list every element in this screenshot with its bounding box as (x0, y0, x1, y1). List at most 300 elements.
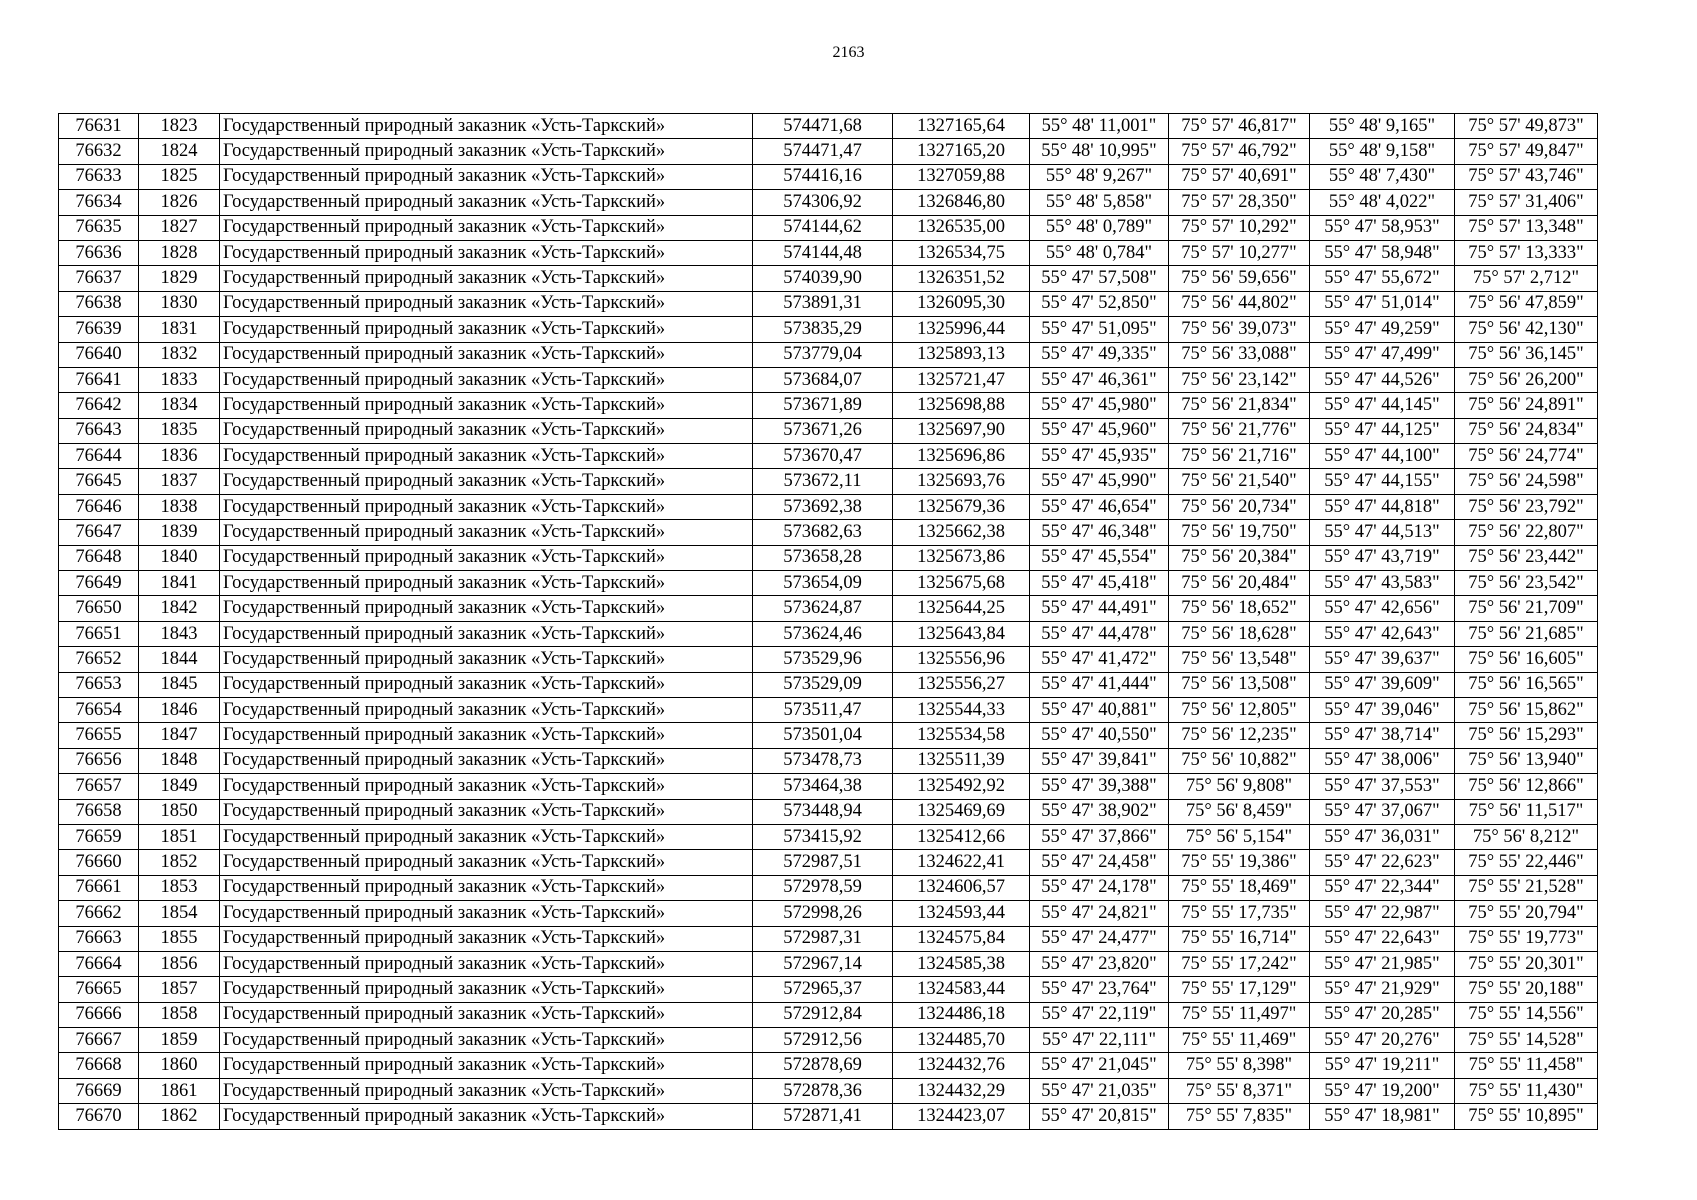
territory-name-cell: Государственный природный заказник «Усть-Таркский» (220, 748, 753, 773)
table-row (59, 621, 1598, 646)
latitude-2-cell: 55° 47' 58,953" (1310, 215, 1455, 240)
coordinate-x-cell: 572998,26 (753, 901, 893, 926)
longitude-1-cell: 75° 56' 39,073" (1169, 317, 1310, 342)
latitude-2-cell: 55° 47' 44,125" (1310, 418, 1455, 443)
latitude-1-cell: 55° 47' 46,361" (1030, 367, 1169, 392)
coordinate-y-cell: 1324432,29 (893, 1078, 1030, 1103)
point-number-cell: 1861 (139, 1078, 220, 1103)
territory-name-cell: Государственный природный заказник «Усть-Таркский» (220, 926, 753, 951)
latitude-1-cell: 55° 47' 45,554" (1030, 545, 1169, 570)
coordinate-y-cell: 1325544,33 (893, 697, 1030, 722)
latitude-2-cell: 55° 47' 18,981" (1310, 1104, 1455, 1129)
longitude-2-cell: 75° 55' 19,773" (1455, 926, 1598, 951)
coordinate-y-cell: 1324575,84 (893, 926, 1030, 951)
point-number-cell: 1845 (139, 672, 220, 697)
longitude-2-cell: 75° 55' 21,528" (1455, 875, 1598, 900)
coordinate-x-cell: 573464,38 (753, 774, 893, 799)
table-row (59, 748, 1598, 773)
longitude-2-cell: 75° 57' 13,333" (1455, 240, 1598, 265)
latitude-1-cell: 55° 47' 22,119" (1030, 1002, 1169, 1027)
table-row (59, 977, 1598, 1002)
point-number-cell: 1836 (139, 444, 220, 469)
point-number-cell: 1831 (139, 317, 220, 342)
table-row (59, 901, 1598, 926)
territory-name-cell: Государственный природный заказник «Усть-Таркский» (220, 977, 753, 1002)
row-number-cell: 76668 (59, 1053, 139, 1078)
latitude-2-cell: 55° 47' 22,987" (1310, 901, 1455, 926)
latitude-1-cell: 55° 47' 23,764" (1030, 977, 1169, 1002)
territory-name-cell: Государственный природный заказник «Усть-Таркский» (220, 520, 753, 545)
point-number-cell: 1841 (139, 571, 220, 596)
point-number-cell: 1844 (139, 647, 220, 672)
latitude-2-cell: 55° 47' 44,145" (1310, 393, 1455, 418)
coordinate-y-cell: 1326534,75 (893, 240, 1030, 265)
latitude-1-cell: 55° 47' 45,935" (1030, 444, 1169, 469)
territory-name-cell: Государственный природный заказник «Усть-Таркский» (220, 1053, 753, 1078)
longitude-1-cell: 75° 56' 20,734" (1169, 494, 1310, 519)
row-number-cell: 76646 (59, 494, 139, 519)
latitude-2-cell: 55° 47' 51,014" (1310, 291, 1455, 316)
territory-name-cell: Государственный природный заказник «Усть-Таркский» (220, 697, 753, 722)
coordinate-y-cell: 1325673,86 (893, 545, 1030, 570)
table-row (59, 951, 1598, 976)
longitude-2-cell: 75° 57' 43,746" (1455, 164, 1598, 189)
longitude-2-cell: 75° 57' 31,406" (1455, 190, 1598, 215)
row-number-cell: 76652 (59, 647, 139, 672)
table-row (59, 520, 1598, 545)
table-row (59, 494, 1598, 519)
latitude-2-cell: 55° 47' 36,031" (1310, 824, 1455, 849)
longitude-2-cell: 75° 57' 13,348" (1455, 215, 1598, 240)
longitude-1-cell: 75° 56' 9,808" (1169, 774, 1310, 799)
point-number-cell: 1843 (139, 621, 220, 646)
latitude-1-cell: 55° 48' 0,784" (1030, 240, 1169, 265)
latitude-2-cell: 55° 48' 9,165" (1310, 114, 1455, 139)
table-row (59, 850, 1598, 875)
point-number-cell: 1824 (139, 139, 220, 164)
row-number-cell: 76651 (59, 621, 139, 646)
latitude-2-cell: 55° 47' 42,656" (1310, 596, 1455, 621)
longitude-2-cell: 75° 57' 49,847" (1455, 139, 1598, 164)
longitude-1-cell: 75° 56' 21,540" (1169, 469, 1310, 494)
coordinate-y-cell: 1326095,30 (893, 291, 1030, 316)
longitude-1-cell: 75° 56' 5,154" (1169, 824, 1310, 849)
territory-name-cell: Государственный природный заказник «Усть-Таркский» (220, 291, 753, 316)
longitude-2-cell: 75° 56' 13,940" (1455, 748, 1598, 773)
point-number-cell: 1857 (139, 977, 220, 1002)
coordinate-y-cell: 1325556,96 (893, 647, 1030, 672)
point-number-cell: 1856 (139, 951, 220, 976)
table-row (59, 444, 1598, 469)
row-number-cell: 76634 (59, 190, 139, 215)
point-number-cell: 1832 (139, 342, 220, 367)
territory-name-cell: Государственный природный заказник «Усть-Таркский» (220, 672, 753, 697)
latitude-1-cell: 55° 47' 24,821" (1030, 901, 1169, 926)
table-row (59, 266, 1598, 291)
territory-name-cell: Государственный природный заказник «Усть-Таркский» (220, 723, 753, 748)
point-number-cell: 1835 (139, 418, 220, 443)
longitude-2-cell: 75° 56' 21,709" (1455, 596, 1598, 621)
row-number-cell: 76647 (59, 520, 139, 545)
table-row (59, 367, 1598, 392)
point-number-cell: 1833 (139, 367, 220, 392)
row-number-cell: 76638 (59, 291, 139, 316)
longitude-2-cell: 75° 55' 14,528" (1455, 1028, 1598, 1053)
coordinate-y-cell: 1326351,52 (893, 266, 1030, 291)
coordinate-y-cell: 1325662,38 (893, 520, 1030, 545)
row-number-cell: 76658 (59, 799, 139, 824)
longitude-1-cell: 75° 55' 11,469" (1169, 1028, 1310, 1053)
table-row (59, 1053, 1598, 1078)
longitude-2-cell: 75° 55' 20,794" (1455, 901, 1598, 926)
latitude-2-cell: 55° 47' 39,637" (1310, 647, 1455, 672)
latitude-1-cell: 55° 47' 37,866" (1030, 824, 1169, 849)
row-number-cell: 76633 (59, 164, 139, 189)
longitude-2-cell: 75° 56' 42,130" (1455, 317, 1598, 342)
coordinate-x-cell: 574144,62 (753, 215, 893, 240)
coordinate-x-cell: 572967,14 (753, 951, 893, 976)
coordinate-y-cell: 1325679,36 (893, 494, 1030, 519)
latitude-1-cell: 55° 47' 46,348" (1030, 520, 1169, 545)
territory-name-cell: Государственный природный заказник «Усть-Таркский» (220, 545, 753, 570)
coordinate-y-cell: 1324622,41 (893, 850, 1030, 875)
longitude-1-cell: 75° 56' 18,652" (1169, 596, 1310, 621)
longitude-1-cell: 75° 56' 21,776" (1169, 418, 1310, 443)
latitude-2-cell: 55° 48' 4,022" (1310, 190, 1455, 215)
latitude-2-cell: 55° 47' 38,714" (1310, 723, 1455, 748)
point-number-cell: 1839 (139, 520, 220, 545)
table-row (59, 1002, 1598, 1027)
latitude-2-cell: 55° 47' 55,672" (1310, 266, 1455, 291)
latitude-2-cell: 55° 47' 58,948" (1310, 240, 1455, 265)
longitude-2-cell: 75° 55' 11,458" (1455, 1053, 1598, 1078)
coordinate-x-cell: 572965,37 (753, 977, 893, 1002)
table-row (59, 317, 1598, 342)
coordinate-x-cell: 573692,38 (753, 494, 893, 519)
territory-name-cell: Государственный природный заказник «Усть-Таркский» (220, 317, 753, 342)
latitude-1-cell: 55° 47' 52,850" (1030, 291, 1169, 316)
point-number-cell: 1853 (139, 875, 220, 900)
longitude-2-cell: 75° 56' 16,605" (1455, 647, 1598, 672)
latitude-2-cell: 55° 47' 21,929" (1310, 977, 1455, 1002)
longitude-1-cell: 75° 55' 17,242" (1169, 951, 1310, 976)
longitude-1-cell: 75° 55' 8,371" (1169, 1078, 1310, 1103)
coordinate-x-cell: 573654,09 (753, 571, 893, 596)
latitude-2-cell: 55° 47' 20,276" (1310, 1028, 1455, 1053)
table-row (59, 672, 1598, 697)
longitude-2-cell: 75° 56' 47,859" (1455, 291, 1598, 316)
coordinate-y-cell: 1324583,44 (893, 977, 1030, 1002)
table-row (59, 545, 1598, 570)
coordinate-y-cell: 1324593,44 (893, 901, 1030, 926)
latitude-2-cell: 55° 47' 22,623" (1310, 850, 1455, 875)
territory-name-cell: Государственный природный заказник «Усть-Таркский» (220, 901, 753, 926)
territory-name-cell: Государственный природный заказник «Усть-Таркский» (220, 164, 753, 189)
table-row (59, 190, 1598, 215)
longitude-2-cell: 75° 56' 11,517" (1455, 799, 1598, 824)
coordinate-x-cell: 574416,16 (753, 164, 893, 189)
table-row (59, 875, 1598, 900)
point-number-cell: 1846 (139, 697, 220, 722)
latitude-2-cell: 55° 47' 42,643" (1310, 621, 1455, 646)
longitude-1-cell: 75° 56' 12,805" (1169, 697, 1310, 722)
latitude-2-cell: 55° 47' 19,211" (1310, 1053, 1455, 1078)
table-row (59, 240, 1598, 265)
latitude-2-cell: 55° 47' 37,067" (1310, 799, 1455, 824)
row-number-cell: 76657 (59, 774, 139, 799)
coordinate-x-cell: 573891,31 (753, 291, 893, 316)
table-row (59, 697, 1598, 722)
coordinate-y-cell: 1324606,57 (893, 875, 1030, 900)
row-number-cell: 76664 (59, 951, 139, 976)
point-number-cell: 1859 (139, 1028, 220, 1053)
coordinate-y-cell: 1326846,80 (893, 190, 1030, 215)
territory-name-cell: Государственный природный заказник «Усть-Таркский» (220, 418, 753, 443)
latitude-2-cell: 55° 47' 44,513" (1310, 520, 1455, 545)
territory-name-cell: Государственный природный заказник «Усть-Таркский» (220, 367, 753, 392)
longitude-2-cell: 75° 55' 20,188" (1455, 977, 1598, 1002)
point-number-cell: 1848 (139, 748, 220, 773)
point-number-cell: 1830 (139, 291, 220, 316)
territory-name-cell: Государственный природный заказник «Усть-Таркский» (220, 342, 753, 367)
longitude-1-cell: 75° 56' 33,088" (1169, 342, 1310, 367)
row-number-cell: 76636 (59, 240, 139, 265)
latitude-1-cell: 55° 47' 21,035" (1030, 1078, 1169, 1103)
longitude-2-cell: 75° 56' 24,774" (1455, 444, 1598, 469)
longitude-1-cell: 75° 56' 44,802" (1169, 291, 1310, 316)
territory-name-cell: Государственный природный заказник «Усть-Таркский» (220, 266, 753, 291)
coordinate-x-cell: 573658,28 (753, 545, 893, 570)
longitude-2-cell: 75° 57' 2,712" (1455, 266, 1598, 291)
latitude-1-cell: 55° 47' 45,980" (1030, 393, 1169, 418)
table-row (59, 1104, 1598, 1129)
coordinate-y-cell: 1324423,07 (893, 1104, 1030, 1129)
longitude-1-cell: 75° 57' 46,817" (1169, 114, 1310, 139)
coordinate-y-cell: 1325511,39 (893, 748, 1030, 773)
coordinate-x-cell: 574471,47 (753, 139, 893, 164)
table-row (59, 215, 1598, 240)
latitude-2-cell: 55° 47' 39,609" (1310, 672, 1455, 697)
row-number-cell: 76660 (59, 850, 139, 875)
row-number-cell: 76635 (59, 215, 139, 240)
point-number-cell: 1828 (139, 240, 220, 265)
point-number-cell: 1827 (139, 215, 220, 240)
coordinate-x-cell: 573415,92 (753, 824, 893, 849)
table-body (59, 114, 1598, 1130)
table-row (59, 774, 1598, 799)
coordinate-x-cell: 573670,47 (753, 444, 893, 469)
point-number-cell: 1855 (139, 926, 220, 951)
longitude-1-cell: 75° 56' 13,548" (1169, 647, 1310, 672)
longitude-2-cell: 75° 56' 36,145" (1455, 342, 1598, 367)
row-number-cell: 76639 (59, 317, 139, 342)
point-number-cell: 1825 (139, 164, 220, 189)
latitude-1-cell: 55° 48' 10,995" (1030, 139, 1169, 164)
coordinate-x-cell: 573682,63 (753, 520, 893, 545)
latitude-2-cell: 55° 47' 47,499" (1310, 342, 1455, 367)
coordinate-y-cell: 1325697,90 (893, 418, 1030, 443)
coordinate-y-cell: 1324585,38 (893, 951, 1030, 976)
row-number-cell: 76653 (59, 672, 139, 697)
row-number-cell: 76644 (59, 444, 139, 469)
row-number-cell: 76645 (59, 469, 139, 494)
table-row (59, 926, 1598, 951)
latitude-1-cell: 55° 47' 45,960" (1030, 418, 1169, 443)
longitude-2-cell: 75° 56' 15,862" (1455, 697, 1598, 722)
territory-name-cell: Государственный природный заказник «Усть-Таркский» (220, 799, 753, 824)
latitude-1-cell: 55° 47' 45,418" (1030, 571, 1169, 596)
latitude-1-cell: 55° 47' 39,841" (1030, 748, 1169, 773)
row-number-cell: 76669 (59, 1078, 139, 1103)
latitude-1-cell: 55° 47' 24,178" (1030, 875, 1169, 900)
row-number-cell: 76643 (59, 418, 139, 443)
table-row (59, 723, 1598, 748)
coordinate-y-cell: 1325643,84 (893, 621, 1030, 646)
territory-name-cell: Государственный природный заказник «Усть-Таркский» (220, 114, 753, 139)
latitude-1-cell: 55° 47' 20,815" (1030, 1104, 1169, 1129)
row-number-cell: 76637 (59, 266, 139, 291)
territory-name-cell: Государственный природный заказник «Усть-Таркский» (220, 774, 753, 799)
latitude-2-cell: 55° 47' 38,006" (1310, 748, 1455, 773)
territory-name-cell: Государственный природный заказник «Усть-Таркский» (220, 951, 753, 976)
coordinate-x-cell: 573671,89 (753, 393, 893, 418)
coordinate-x-cell: 574471,68 (753, 114, 893, 139)
longitude-2-cell: 75° 56' 24,598" (1455, 469, 1598, 494)
table-row (59, 571, 1598, 596)
territory-name-cell: Государственный природный заказник «Усть-Таркский» (220, 393, 753, 418)
latitude-1-cell: 55° 47' 51,095" (1030, 317, 1169, 342)
longitude-1-cell: 75° 56' 10,882" (1169, 748, 1310, 773)
table-row (59, 139, 1598, 164)
table-row (59, 418, 1598, 443)
coordinate-y-cell: 1324432,76 (893, 1053, 1030, 1078)
coordinate-x-cell: 573684,07 (753, 367, 893, 392)
table-row (59, 164, 1598, 189)
coordinate-x-cell: 574144,48 (753, 240, 893, 265)
latitude-1-cell: 55° 48' 5,858" (1030, 190, 1169, 215)
longitude-1-cell: 75° 56' 13,508" (1169, 672, 1310, 697)
latitude-1-cell: 55° 47' 21,045" (1030, 1053, 1169, 1078)
row-number-cell: 76661 (59, 875, 139, 900)
latitude-1-cell: 55° 47' 49,335" (1030, 342, 1169, 367)
coordinate-x-cell: 572878,36 (753, 1078, 893, 1103)
territory-name-cell: Государственный природный заказник «Усть-Таркский» (220, 1002, 753, 1027)
longitude-1-cell: 75° 56' 18,628" (1169, 621, 1310, 646)
coordinate-y-cell: 1324485,70 (893, 1028, 1030, 1053)
row-number-cell: 76642 (59, 393, 139, 418)
point-number-cell: 1838 (139, 494, 220, 519)
row-number-cell: 76641 (59, 367, 139, 392)
latitude-2-cell: 55° 47' 37,553" (1310, 774, 1455, 799)
longitude-1-cell: 75° 55' 8,398" (1169, 1053, 1310, 1078)
point-number-cell: 1823 (139, 114, 220, 139)
row-number-cell: 76640 (59, 342, 139, 367)
coordinate-y-cell: 1327165,20 (893, 139, 1030, 164)
longitude-2-cell: 75° 56' 21,685" (1455, 621, 1598, 646)
territory-name-cell: Государственный природный заказник «Усть-Таркский» (220, 596, 753, 621)
row-number-cell: 76649 (59, 571, 139, 596)
table-row (59, 291, 1598, 316)
table-row (59, 647, 1598, 672)
latitude-2-cell: 55° 47' 22,344" (1310, 875, 1455, 900)
latitude-2-cell: 55° 48' 9,158" (1310, 139, 1455, 164)
latitude-2-cell: 55° 47' 44,526" (1310, 367, 1455, 392)
point-number-cell: 1837 (139, 469, 220, 494)
longitude-1-cell: 75° 57' 28,350" (1169, 190, 1310, 215)
page-number: 2163 (832, 44, 865, 61)
latitude-1-cell: 55° 48' 9,267" (1030, 164, 1169, 189)
longitude-2-cell: 75° 56' 16,565" (1455, 672, 1598, 697)
point-number-cell: 1850 (139, 799, 220, 824)
territory-name-cell: Государственный природный заказник «Усть-Таркский» (220, 469, 753, 494)
longitude-1-cell: 75° 55' 17,735" (1169, 901, 1310, 926)
coordinate-x-cell: 572987,51 (753, 850, 893, 875)
territory-name-cell: Государственный природный заказник «Усть-Таркский» (220, 621, 753, 646)
longitude-2-cell: 75° 57' 49,873" (1455, 114, 1598, 139)
latitude-1-cell: 55° 47' 40,881" (1030, 697, 1169, 722)
point-number-cell: 1829 (139, 266, 220, 291)
coordinate-x-cell: 573529,09 (753, 672, 893, 697)
row-number-cell: 76631 (59, 114, 139, 139)
coordinate-y-cell: 1325721,47 (893, 367, 1030, 392)
longitude-1-cell: 75° 55' 11,497" (1169, 1002, 1310, 1027)
row-number-cell: 76662 (59, 901, 139, 926)
territory-name-cell: Государственный природный заказник «Усть-Таркский» (220, 215, 753, 240)
longitude-1-cell: 75° 56' 19,750" (1169, 520, 1310, 545)
coordinate-x-cell: 573501,04 (753, 723, 893, 748)
point-number-cell: 1849 (139, 774, 220, 799)
point-number-cell: 1826 (139, 190, 220, 215)
longitude-1-cell: 75° 55' 7,835" (1169, 1104, 1310, 1129)
latitude-2-cell: 55° 47' 21,985" (1310, 951, 1455, 976)
point-number-cell: 1858 (139, 1002, 220, 1027)
latitude-2-cell: 55° 47' 44,155" (1310, 469, 1455, 494)
coordinate-x-cell: 573529,96 (753, 647, 893, 672)
longitude-2-cell: 75° 56' 24,834" (1455, 418, 1598, 443)
row-number-cell: 76667 (59, 1028, 139, 1053)
coordinate-y-cell: 1325492,92 (893, 774, 1030, 799)
territory-name-cell: Государственный природный заказник «Усть-Таркский» (220, 647, 753, 672)
point-number-cell: 1840 (139, 545, 220, 570)
longitude-2-cell: 75° 55' 22,446" (1455, 850, 1598, 875)
coordinate-x-cell: 573671,26 (753, 418, 893, 443)
table-row (59, 342, 1598, 367)
longitude-2-cell: 75° 56' 15,293" (1455, 723, 1598, 748)
coordinate-x-cell: 573448,94 (753, 799, 893, 824)
table-row (59, 469, 1598, 494)
latitude-1-cell: 55° 47' 39,388" (1030, 774, 1169, 799)
coordinate-x-cell: 573624,46 (753, 621, 893, 646)
latitude-1-cell: 55° 47' 23,820" (1030, 951, 1169, 976)
row-number-cell: 76654 (59, 697, 139, 722)
point-number-cell: 1847 (139, 723, 220, 748)
longitude-1-cell: 75° 57' 10,292" (1169, 215, 1310, 240)
latitude-2-cell: 55° 47' 43,719" (1310, 545, 1455, 570)
coordinate-y-cell: 1325556,27 (893, 672, 1030, 697)
coordinate-y-cell: 1325693,76 (893, 469, 1030, 494)
territory-name-cell: Государственный природный заказник «Усть-Таркский» (220, 850, 753, 875)
longitude-1-cell: 75° 57' 10,277" (1169, 240, 1310, 265)
longitude-2-cell: 75° 56' 23,542" (1455, 571, 1598, 596)
latitude-1-cell: 55° 47' 40,550" (1030, 723, 1169, 748)
row-number-cell: 76659 (59, 824, 139, 849)
longitude-2-cell: 75° 56' 12,866" (1455, 774, 1598, 799)
longitude-2-cell: 75° 55' 10,895" (1455, 1104, 1598, 1129)
latitude-1-cell: 55° 48' 0,789" (1030, 215, 1169, 240)
coordinate-y-cell: 1325534,58 (893, 723, 1030, 748)
coordinate-y-cell: 1325698,88 (893, 393, 1030, 418)
coordinate-y-cell: 1325675,68 (893, 571, 1030, 596)
